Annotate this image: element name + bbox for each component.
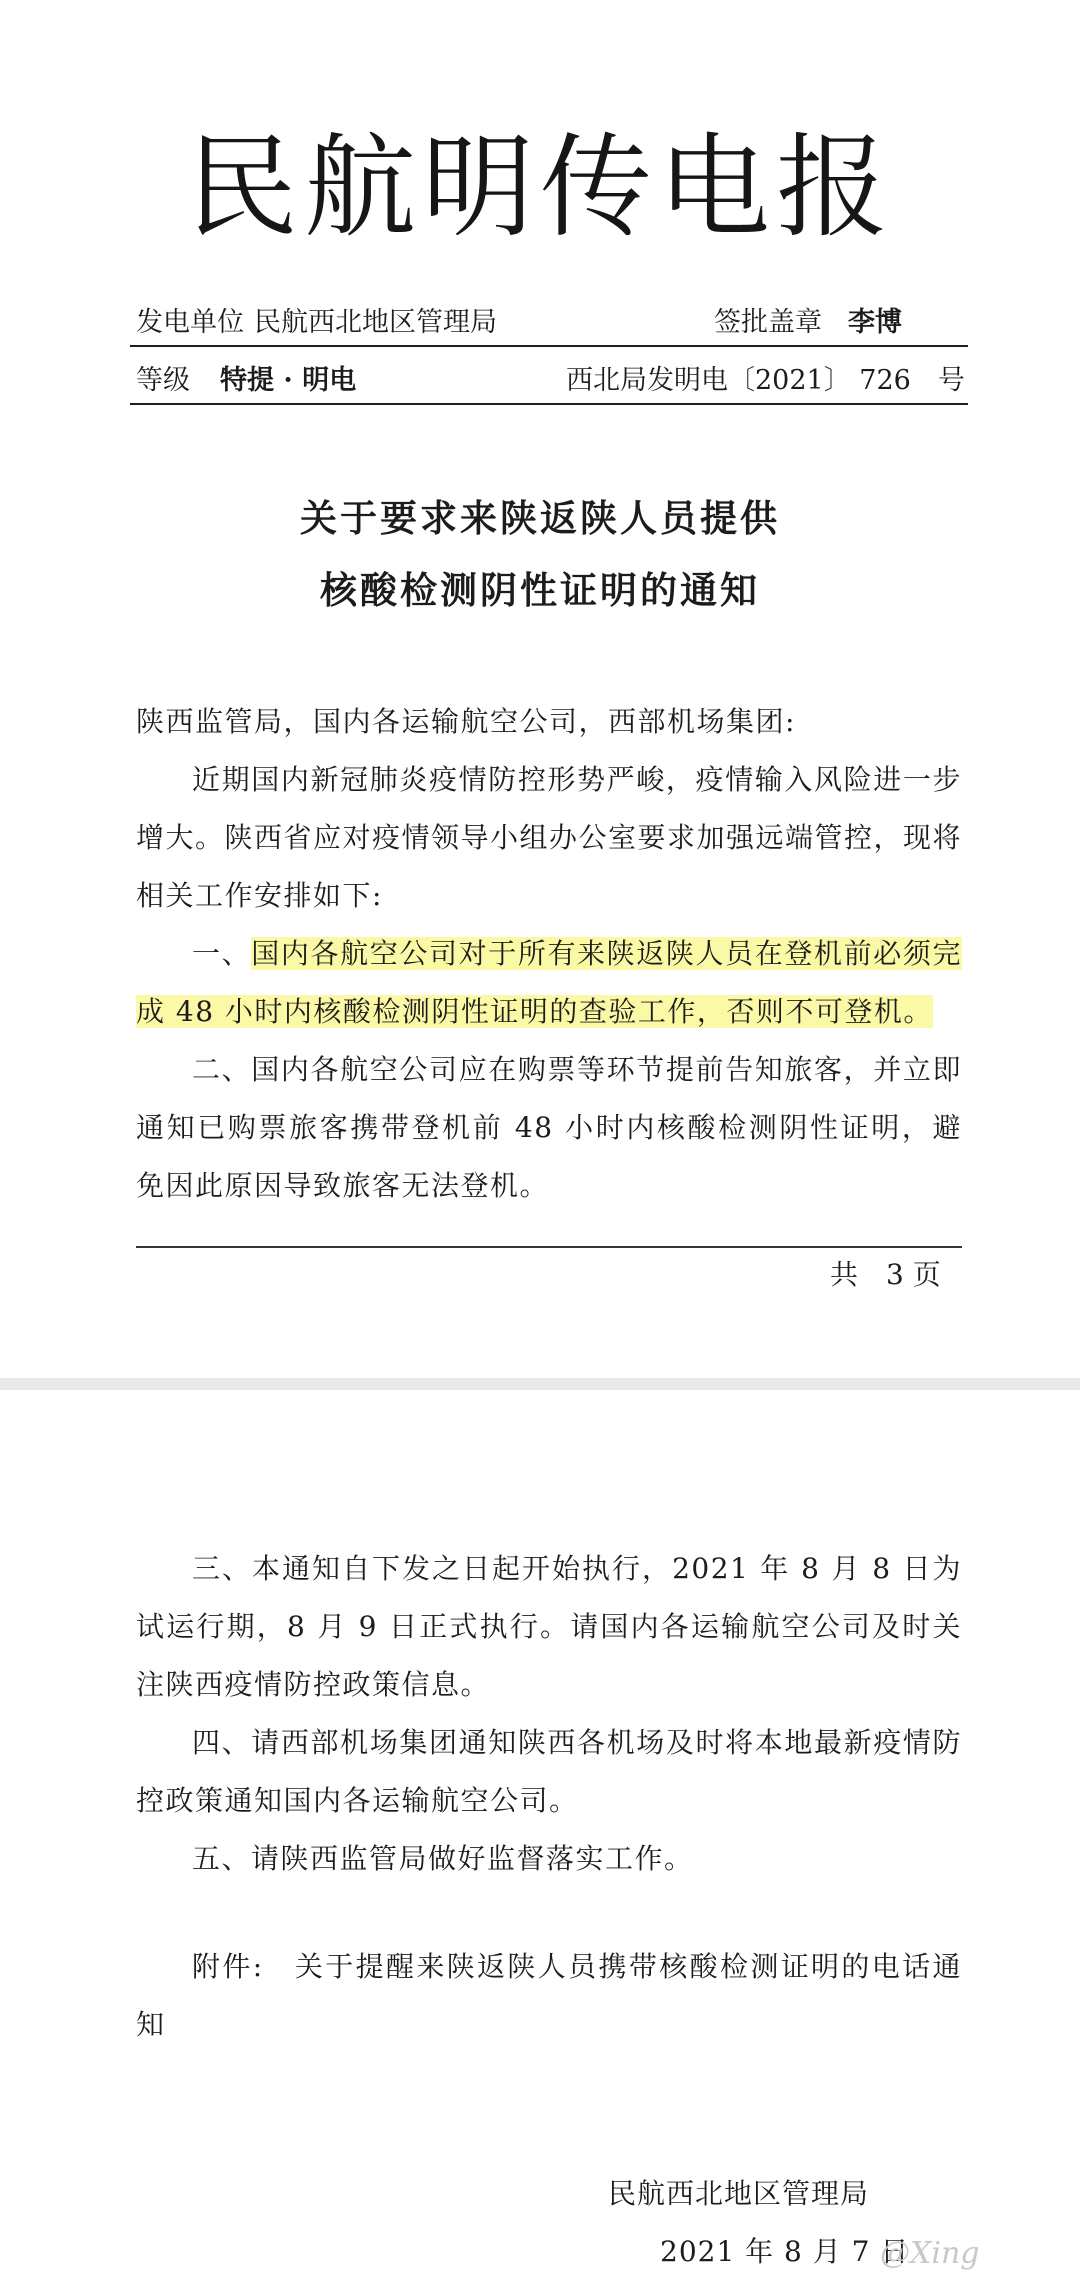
level-value: 特提 · 明电 [220, 365, 357, 396]
item-four: 四、请西部机场集团通知陕西各机场及时将本地最新疫情防控政策通知国内各运输航空公司。 [136, 1726, 962, 1817]
approval-label: 签批盖章 [714, 307, 822, 338]
document-number: 西北局发明电〔2021〕 726 号 [566, 365, 965, 396]
sender-value: 民航西北地区管理局 [254, 307, 497, 338]
page-separator [0, 1378, 1080, 1390]
sender-label: 发电单位 [136, 307, 244, 338]
item-five: 五、请陕西监管局做好监督落实工作。 [192, 1842, 694, 1875]
intro-paragraph: 近期国内新冠肺炎疫情防控形势严峻，疫情输入风险进一步增大。陕西省应对疫情领导小组办公室要求加强远端管控，现将相关工作安排如下: [136, 763, 963, 912]
level-label: 等级 [136, 365, 190, 396]
notice-title-line-2: 核酸检测阴性证明的通知 [320, 568, 760, 612]
item-three: 三、本通知自下发之日起开始执行，2021 年 8 月 8 日为试运行期，8 月 9 日正式执行。请国内各运输航空公司及时关注陕西疫情防控政策信息。 [136, 1552, 962, 1701]
issuing-authority: 民航西北地区管理局 [608, 2177, 870, 2210]
telegram-title: 民航明传电报 [186, 123, 894, 253]
header-divider-top [130, 345, 968, 347]
recipients: 陕西监管局，国内各运输航空公司，西部机场集团: [136, 705, 796, 738]
attachment-label: 附件: [192, 1950, 264, 1983]
attachment-line [136, 1938, 962, 2054]
item-two: 二、国内各航空公司应在购票等环节提前告知旅客，并立即通知已购票旅客携带登机前 48 小时内核酸检测阴性证明，避免因此原因导致旅客无法登机。 [136, 1053, 962, 1202]
page-count: 共 3 页 [830, 1258, 941, 1291]
item-one [136, 925, 962, 1041]
header-divider-bottom [130, 403, 968, 405]
attachment-text: 关于提醒来陕返陕人员携带核酸检测证明的电话通知 [136, 1950, 962, 2041]
watermark: @Xing [880, 2236, 980, 2271]
footer-divider [136, 1246, 962, 1248]
item-one-number: 一、 [192, 937, 252, 970]
notice-title-line-1: 关于要求来陕返陕人员提供 [300, 496, 780, 540]
issue-date: 2021 年 8 月 7 日 [660, 2235, 910, 2268]
item-one-highlighted-text: 国内各航空公司对于所有来陕返陕人员在登机前必须完成 48 小时内核酸检测阴性证明的查验工作，否则不可登机。 [136, 937, 962, 1028]
approval-signature: 李博 [848, 307, 902, 338]
page-two [0, 1390, 1080, 2280]
